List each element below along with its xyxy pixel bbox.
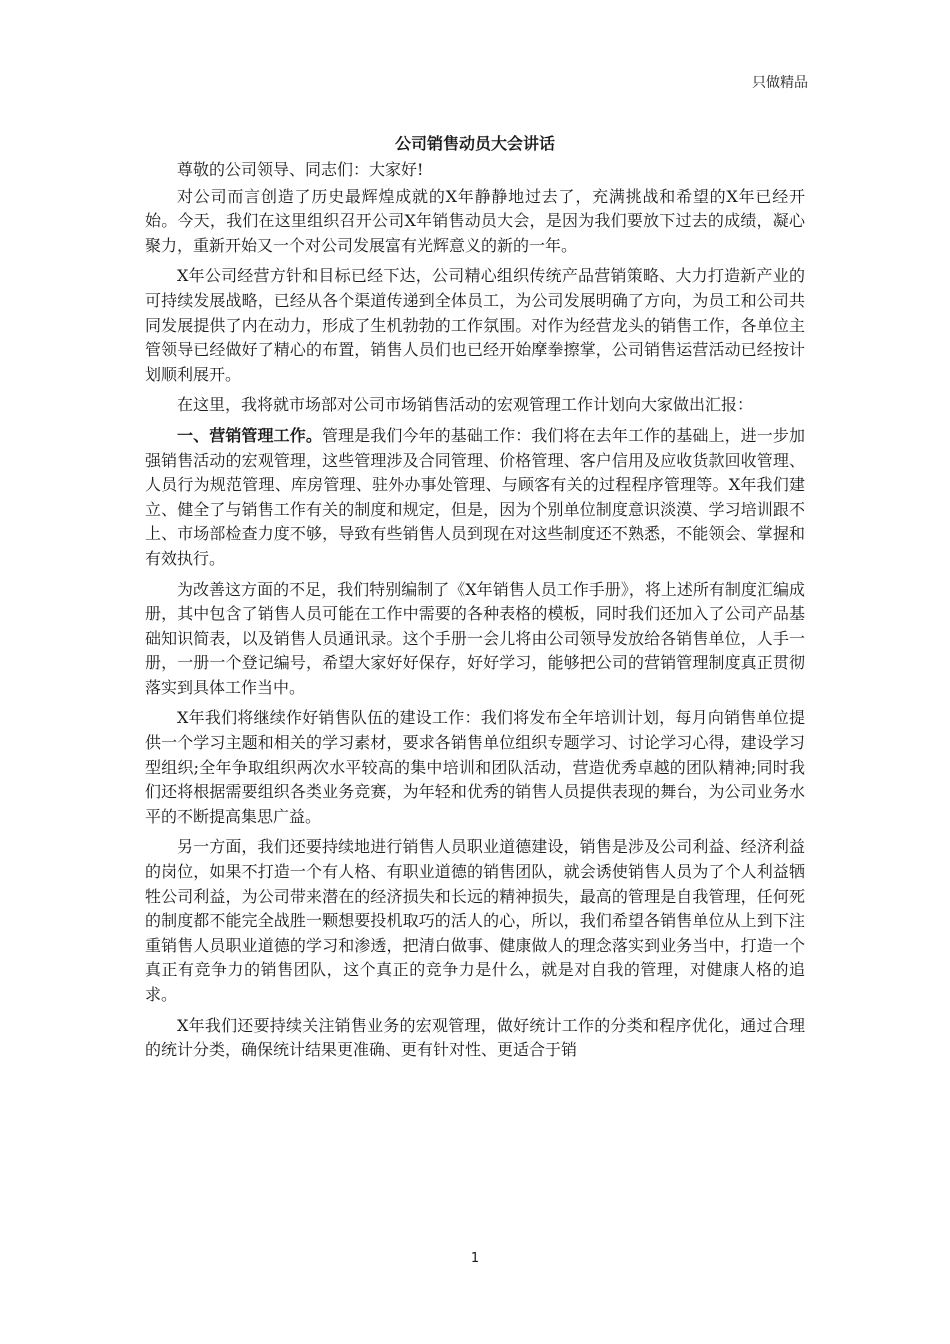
paragraph: 在这里，我将就市场部对公司市场销售活动的宏观管理工作计划向大家做出汇报： (177, 395, 754, 415)
page-number: 1 (470, 1251, 480, 1266)
document-title: 公司销售动员大会讲话 (394, 134, 555, 153)
paragraph: 另一方面，我们还要持续地进行销售人员职业道德建设，销售是涉及公司利益、经济利益的岗位，如果不打造一个有人格、有职业道德的销售团队，就会诱使销售人员为了个人利益牺牲公司利益，为公司带来潜在的经济损失和长远的精神损失，最高的管理是自我管理，任何死的制度都不能完全战胜一颗想要投机取巧的活人的心，所以，我们希望各销售单位从上到下注重销售人员职业道德的学习和渗透，把清白做事、健康做人的理念落实到业务当中，打造一个真正有竞争力的销售团队，这个真正的竞争力是什么，就是对自我的管理，对健康人格的追求。 (145, 837, 805, 1004)
paragraph: X年我们将继续作好销售队伍的建设工作：我们将发布全年培训计划，每月向销售单位提供一个学习主题和相关的学习素材，要求各销售单位组织专题学习、讨论学习心得，建设学习型组织;全年争取组织两次水平较高的集中培训和团队活动，营造优秀卓越的团队精神;同时我们还将根据需要组织各类业务竞赛，为年轻和优秀的销售人员提供表现的舞台，为公司业务水平的不断提高集思广益。 (145, 708, 805, 826)
document-body (145, 132, 805, 1069)
paragraph: 为改善这方面的不足，我们特别编制了《X年销售人员工作手册》，将上述所有制度汇编成册，其中包含了销售人员可能在工作中需要的各种表格的模板，同时我们还加入了公司产品基础知识简表，以及销售人员通讯录。这个手册一会儿将由公司领导发放给各销售单位，人手一册，一册一个登记编号，希望大家好好保存，好好学习，能够把公司的营销管理制度真正贯彻落实到具体工作当中。 (145, 579, 805, 697)
paragraph: X年我们还要持续关注销售业务的宏观管理，做好统计工作的分类和程序优化，通过合理的统计分类，确保统计结果更准确、更有针对性、更适合于销 (145, 1015, 805, 1060)
paragraph: 对公司而言创造了历史最辉煌成就的X年静静地过去了，充满挑战和希望的X年已经开始。今天，我们在这里组织召开公司X年销售动员大会，是因为我们要放下过去的成绩，凝心聚力，重新开始又一个对公司发展富有光辉意义的新的一年。 (145, 186, 805, 255)
section-1-paragraph (145, 424, 805, 572)
greeting: 尊敬的公司领导、同志们：大家好! (177, 160, 424, 179)
paragraph: X年公司经营方针和目标已经下达，公司精心组织传统产品营销策略、大力打造新产业的可持续发展战略，已经从各个渠道传递到全体员工，为公司发展明确了方向，为员工和公司共同发展提供了内在动力，形成了生机勃勃的工作氛围。对作为经营龙头的销售工作，各单位主管领导已经做好了精心的布置，销售人员们也已经开始摩拳擦掌，公司销售运营活动已经按计划顺利展开。 (145, 266, 805, 384)
header-note: 只做精品 (752, 75, 808, 91)
section-1-text: 管理是我们今年的基础工作：我们将在去年工作的基础上，进一步加强销售活动的宏观管理，这些管理涉及合同管理、价格管理、客户信用及应收货款回收管理、人员行为规范管理、库房管理、驻外办事处管理、与顾客有关的过程程序管理等。X年我们建立、健全了与销售工作有关的制度和规定，但是，因为个别单位制度意识淡漠、学习培训跟不上、市场部检查力度不够，导致有些销售人员到现在对这些制度还不熟悉，不能领会、掌握和有效执行。 (145, 425, 805, 568)
section-1-heading: 一、营销管理工作。 (177, 425, 322, 445)
